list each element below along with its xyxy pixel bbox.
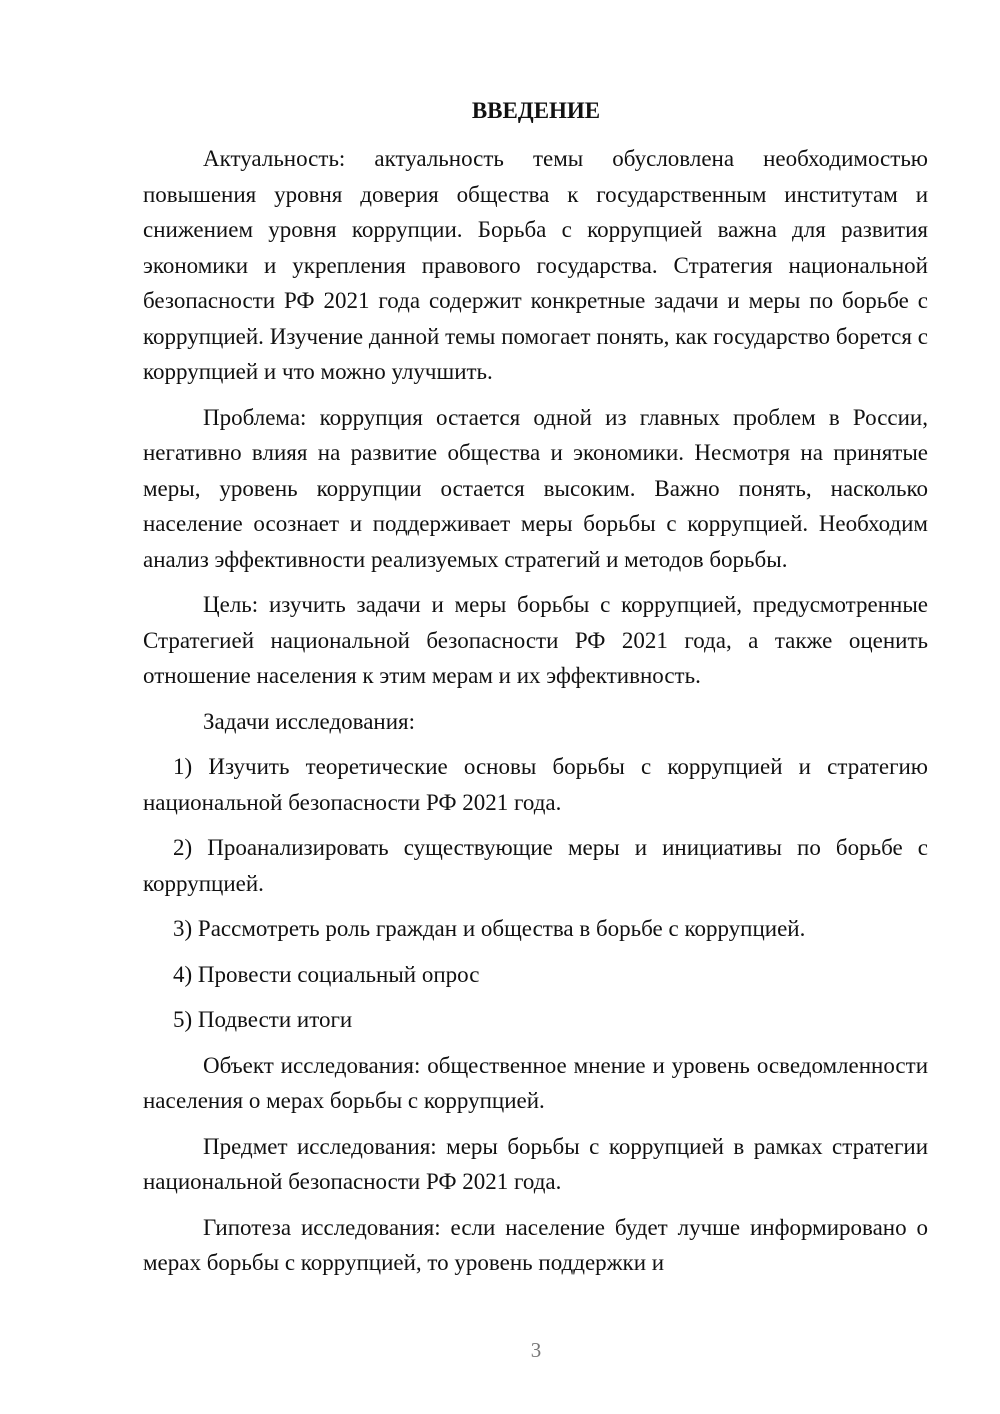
task-item-5: 5) Подвести итоги (173, 1007, 353, 1032)
hypothesis-paragraph: Гипотеза исследования: если население будет лучше информировано о мерах борьбы с коррупцией, то уровень поддержки и (143, 1214, 928, 1275)
problem-paragraph: Проблема: коррупция остается одной из главных проблем в России, негативно влияя на развитие общества и экономики. Несмотря на принятые меры, уровень коррупции остается высоким. Важно понять, насколько население осознает и поддерживает меры борьбы с коррупцией. Необходим анализ эффективности реализуемых стратегий и методов борьбы. (143, 404, 928, 572)
object-paragraph: Объект исследования: общественное мнение и уровень осведомленности населения о мерах борьбы с коррупцией. (143, 1052, 928, 1113)
task-item-1: 1) Изучить теоретические основы борьбы с коррупцией и стратегию национальной безопасности РФ 2021 года. (143, 754, 928, 815)
document-body (143, 141, 928, 1291)
task-item-2: 2) Проанализировать существующие меры и инициативы по борьбе с коррупцией. (143, 835, 928, 896)
page-number: 3 (530, 1338, 542, 1362)
relevance-paragraph: Актуальность: актуальность темы обусловлена необходимостью повышения уровня доверия общества к государственным институтам и снижением уровня коррупции. Борьба с коррупцией важна для развития экономики и укрепления правового государства. Стратегия национальной безопасности РФ 2021 года содержит конкретные задачи и меры по борьбе с коррупцией. Изучение данной темы помогает понять, как государство борется с коррупцией и что можно улучшить. (143, 146, 928, 384)
tasks-heading: Задачи исследования: (203, 708, 416, 734)
goal-paragraph: Цель: изучить задачи и меры борьбы с коррупцией, предусмотренные Стратегией национальной безопасности РФ 2021 года, а также оценить отношение населения к этим мерам и их эффективность. (143, 592, 928, 688)
task-item-4: 4) Провести социальный опрос (173, 961, 480, 987)
section-title: ВВЕДЕНИЕ (471, 98, 601, 123)
subject-paragraph: Предмет исследования: меры борьбы с коррупцией в рамках стратегии национальной безопасности РФ 2021 года. (143, 1133, 928, 1194)
task-item-3: 3) Рассмотреть роль граждан и общества в борьбе с коррупцией. (173, 916, 806, 941)
